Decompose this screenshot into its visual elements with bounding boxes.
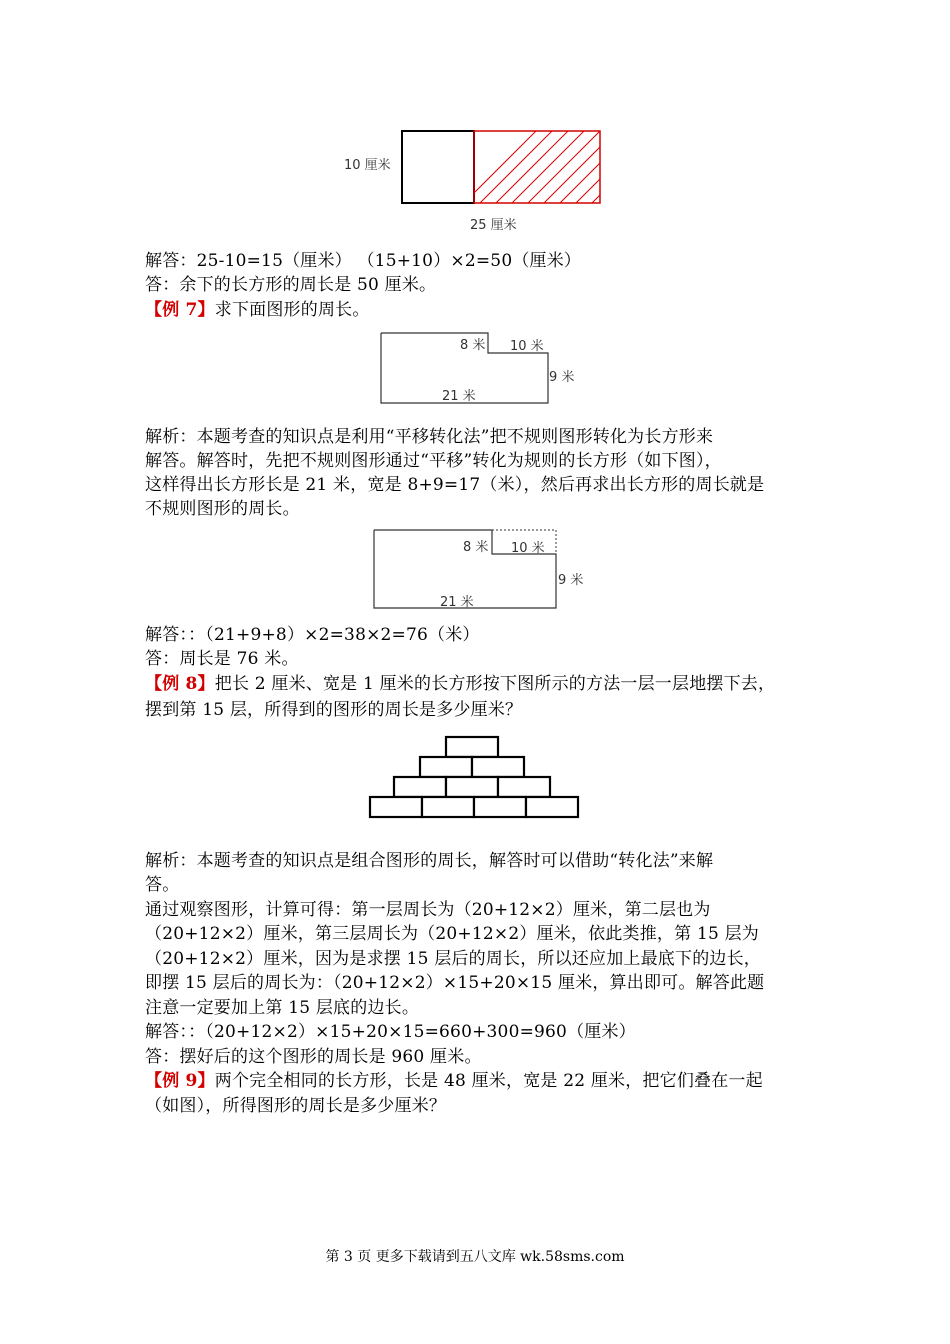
left-rectangle (402, 131, 474, 203)
figure-transformed-shape (362, 520, 602, 615)
brick (394, 777, 446, 797)
example8-solution: 解答：：（20+12×2）×15+20×15=660+300=960（厘米） (145, 1022, 636, 1042)
label-right: 9 米 (558, 573, 584, 588)
example8-analysis-4: （20+12×2）厘米，第三层周长为（20+12×2）厘米，依此类推，第 15 层为 (145, 924, 759, 944)
example7-analysis-4: 不规则图形的周长。 (145, 499, 300, 519)
label-bottom: 21 米 (442, 389, 476, 404)
example8-analysis-6: 即摆 15 层后的周长为：（20+12×2）×15+20×15 厘米，算出即可。解答此题 (145, 973, 765, 993)
label-top-right: 10 米 (511, 541, 545, 556)
brick (526, 797, 578, 817)
example8-analysis-1: 解析：本题考查的知识点是组合图形的周长，解答时可以借助“转化法”来解 (145, 851, 714, 871)
example9-tag: 【例 9】 (145, 1071, 215, 1091)
label-bottom: 21 米 (440, 595, 474, 610)
example9-question-1 (145, 1069, 825, 1093)
figure-irregular-shape (370, 325, 590, 410)
example7-answer: 答：周长是 76 米。 (145, 649, 299, 669)
example7-analysis-3: 这样得出长方形长是 21 米，宽是 8+9=17（米），然后再求出长方形的周长就是 (145, 475, 765, 495)
example8-tag: 【例 8】 (145, 674, 215, 694)
label-right: 9 米 (549, 370, 575, 385)
fig1-answer: 答：余下的长方形的周长是 50 厘米。 (145, 275, 437, 295)
label-top-left: 8 米 (463, 540, 489, 555)
figure-hatched-rectangle (330, 120, 620, 240)
page-footer: 第 3 页 更多下载请到五八文库 wk.58sms.com (325, 1249, 625, 1265)
example8-analysis-2: 答。 (145, 875, 180, 895)
example8-question-2: 摆到第 15 层，所得到的图形的周长是多少厘米？ (145, 700, 523, 720)
brick (420, 757, 472, 777)
brick (422, 797, 474, 817)
brick (446, 737, 498, 757)
figure-brick-pyramid (360, 728, 590, 828)
height-label: 10 厘米 (344, 158, 391, 173)
width-label: 25 厘米 (470, 218, 517, 233)
example8-analysis-5: （20+12×2）厘米，因为是求摆 15 层后的周长，所以还应加上最底下的边长， (145, 949, 762, 969)
example8-answer: 答：摆好后的这个图形的周长是 960 厘米。 (145, 1047, 482, 1067)
example8-analysis-7: 注意一定要加上第 15 层底的边长。 (145, 998, 420, 1018)
example7-solution: 解答：：（21+9+8）×2=38×2=76（米） (145, 625, 480, 645)
example7-question-text: 求下面图形的周长。 (214, 300, 370, 320)
example8-analysis-3: 通过观察图形，计算可得：第一层周长为（20+12×2）厘米，第二层也为 (145, 900, 711, 920)
label-top-left: 8 米 (460, 338, 486, 353)
fig1-solution: 解答：25-10=15（厘米） （15+10）×2=50（厘米） (145, 251, 582, 271)
example7-analysis-1: 解析：本题考查的知识点是利用“平移转化法”把不规则图形转化为长方形来 (145, 427, 714, 447)
brick (498, 777, 550, 797)
brick (370, 797, 422, 817)
example9-question-2: （如图），所得图形的周长是多少厘米？ (145, 1096, 447, 1116)
hatch-lines (464, 131, 620, 203)
example9-question-text: 两个完全相同的长方形，长是 48 厘米，宽是 22 厘米，把它们叠在一起 (214, 1071, 763, 1091)
brick (472, 757, 524, 777)
brick (446, 777, 498, 797)
example7-tag: 【例 7】 (145, 300, 215, 320)
label-top-right: 10 米 (510, 339, 544, 354)
hatched-rectangle (474, 131, 600, 203)
example8-question-text: 把长 2 厘米、宽是 1 厘米的长方形按下图所示的方法一层一层地摆下去， (214, 674, 776, 694)
example8-question-1 (145, 672, 825, 696)
brick (474, 797, 526, 817)
example7-analysis-2: 解答。解答时，先把不规则图形通过“平移”转化为规则的长方形（如下图）， (145, 451, 722, 471)
example7-question (145, 298, 825, 322)
